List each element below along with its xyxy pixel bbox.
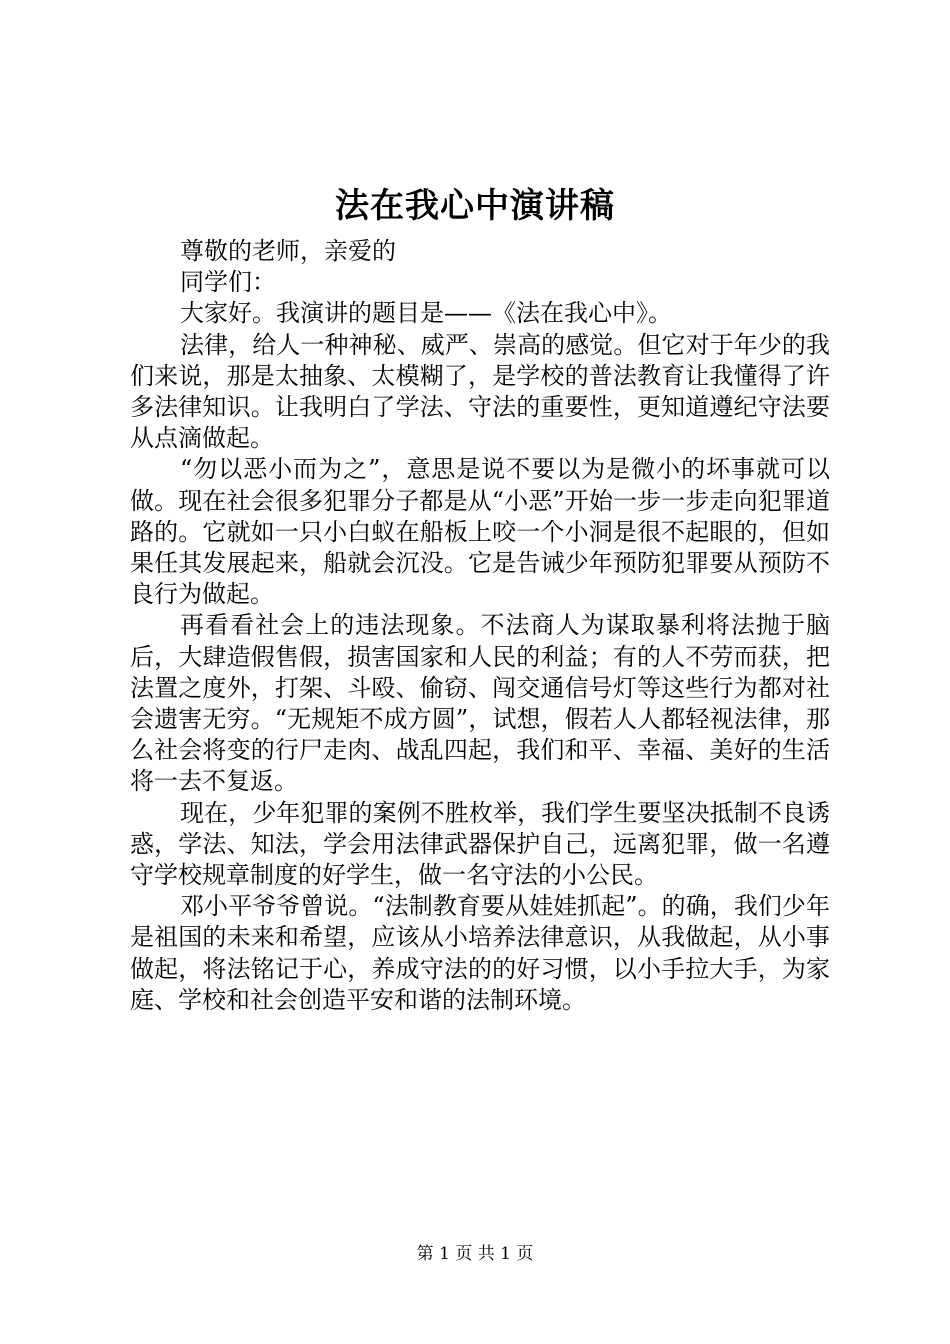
- body-paragraph: 法律，给人一种神秘、威严、崇高的感觉。但它对于年少的我们来说，那是太抽象、太模糊了，是学校的普法教育让我懂得了许多法律知识。让我明白了学法、守法的重要性，更知道遵纪守法要从点滴做起。: [130, 330, 830, 453]
- body-paragraph: 邓小平爷爷曾说。“法制教育要从娃娃抓起”。的确，我们少年是祖国的未来和希望，应该从小培养法律意识，从我做起，从小事做起，将法铭记于心，养成守法的的好习惯，以小手拉大手，为家庭、学校和社会创造平安和谐的法制环境。: [130, 892, 830, 1014]
- body-paragraph: 现在，少年犯罪的案例不胜枚举，我们学生要坚决抵制不良诱惑，学法、知法，学会用法律武器保护自己，远离犯罪，做一名遵守学校规章制度的好学生，做一名守法的小公民。: [130, 798, 830, 890]
- page-footer: 第 1 页 共 1 页: [416, 1244, 534, 1264]
- salutation-line-2: 同学们：: [180, 268, 276, 297]
- document-body: [130, 236, 830, 1016]
- document-title: 法在我心中演讲稿: [335, 186, 615, 226]
- body-paragraph: “勿以恶小而为之”，意思是说不要以为是微小的坏事就可以做。现在社会很多犯罪分子都是从“小恶”开始一步一步走向犯罪道路的。它就如一只小白蚁在船板上咬一个小洞是很不起眼的，但如果任其发展起来，船就会沉没。它是告诫少年预防犯罪要从预防不良行为做起。: [130, 455, 830, 609]
- salutation-line-1: 尊敬的老师，亲爱的: [180, 237, 396, 265]
- body-paragraph: 再看看社会上的违法现象。不法商人为谋取暴利将法抛于脑后，大肆造假售假，损害国家和人民的利益；有的人不劳而获，把法置之度外，打架、斗殴、偷窃、闯交通信号灯等这些行为都对社会遗害无穷。“无规矩不成方圆”，试想，假若人人都轻视法律，那么社会将变的行尸走肉、战乱四起，我们和平、幸福、美好的生活将一去不复返。: [130, 611, 830, 796]
- greeting-paragraph: 大家好。我演讲的题目是——《法在我心中》。: [180, 299, 672, 328]
